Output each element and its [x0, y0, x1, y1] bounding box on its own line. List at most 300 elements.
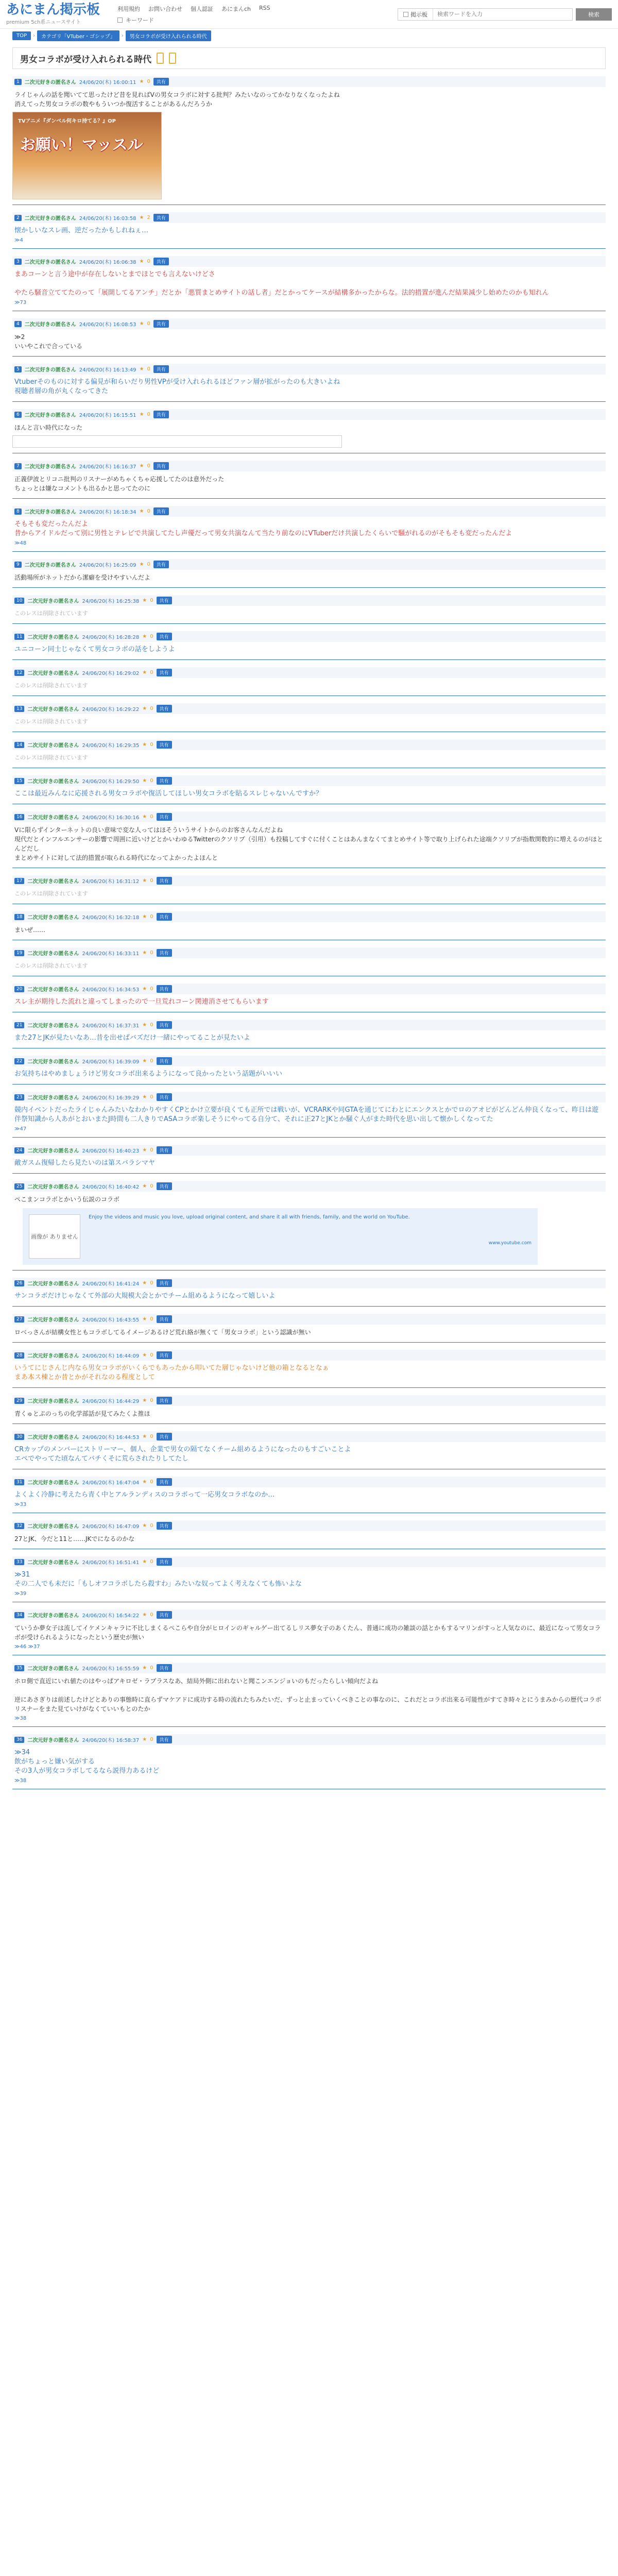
star-icon[interactable]: ★: [142, 1434, 147, 1439]
post: [12, 364, 606, 402]
share-button[interactable]: 共有: [153, 258, 169, 265]
post: [12, 461, 606, 499]
post-number[interactable]: 26: [14, 1280, 24, 1286]
share-icon[interactable]: [169, 53, 176, 64]
share-button[interactable]: 共有: [153, 561, 169, 568]
star-count: 0: [150, 1737, 153, 1742]
post-body: [12, 1066, 606, 1079]
post-header: [12, 875, 606, 886]
post: [12, 911, 606, 940]
post-number[interactable]: 32: [14, 1523, 24, 1529]
star-count: 0: [150, 1665, 153, 1671]
share-button[interactable]: 共有: [157, 949, 172, 957]
post-number[interactable]: 11: [14, 634, 24, 640]
star-count: 0: [150, 1352, 153, 1358]
post-number[interactable]: 6: [14, 412, 22, 418]
post-line: そもそも変だったんだよ: [14, 520, 89, 528]
star-icon[interactable]: ★: [142, 1022, 147, 1028]
post: [12, 1431, 606, 1469]
star-icon[interactable]: ★: [142, 878, 147, 884]
post-number[interactable]: 30: [14, 1434, 24, 1440]
poster-name: 二次元好きの匿名さん: [27, 671, 79, 676]
post-date: 24/06/20(木) 16:08:53: [79, 322, 136, 328]
post-body: [12, 420, 606, 432]
post-body: [12, 714, 606, 726]
post-date: 24/06/20(木) 16:43:55: [82, 1317, 140, 1323]
search-category[interactable]: [398, 9, 433, 20]
poster-name: 二次元好きの匿名さん: [27, 599, 79, 604]
post-line: 懐かしいなスレ画、逆だったかもしれねぇ…: [14, 227, 149, 234]
post-date: 24/06/20(木) 16:54:22: [82, 1613, 140, 1619]
breadcrumb-separator: ›: [121, 32, 124, 39]
post-header: [12, 1278, 606, 1289]
post-image-caption: TVアニメ『ダンベル何キロ持てる？』OP: [18, 118, 116, 124]
post-body: [12, 1406, 606, 1418]
post-header: [12, 984, 606, 994]
share-button[interactable]: 共有: [157, 597, 172, 604]
post: [12, 1556, 606, 1602]
post-number[interactable]: 7: [14, 463, 22, 469]
post-replies[interactable]: ≫38: [14, 1716, 27, 1721]
star-count: 0: [147, 509, 150, 514]
post-header: [12, 775, 606, 786]
star-icon[interactable]: ★: [142, 778, 147, 784]
star-count: 0: [150, 878, 153, 884]
breadcrumb-top[interactable]: TOP: [12, 31, 31, 40]
post-header: [12, 911, 606, 922]
star-icon[interactable]: ★: [142, 1280, 147, 1286]
poster-name: 二次元好きの匿名さん: [27, 743, 79, 749]
star-count: 2: [147, 215, 150, 221]
post-image[interactable]: [12, 112, 162, 199]
post-body: [12, 1531, 606, 1544]
post-line: ユニコーン同士じゃなくて男女コラボの話をしようよ: [14, 646, 175, 653]
page-title: 男女コラボが受け入れられる時代: [20, 54, 151, 65]
post-body: [12, 886, 606, 899]
star-icon[interactable]: ★: [139, 562, 144, 567]
post-number[interactable]: 15: [14, 778, 24, 784]
link-card-url: www.youtube.com: [488, 1241, 531, 1246]
post-line: スレ主が期待した流れと違ってしまったので一旦荒れコーン関連消させてもらいます: [14, 998, 269, 1006]
site-header: [0, 0, 618, 29]
nav-auth[interactable]: 個人認証: [191, 5, 213, 12]
post-number[interactable]: 13: [14, 706, 24, 712]
bookmark-icon[interactable]: [157, 53, 164, 64]
post-header: [12, 1663, 606, 1673]
post-replies[interactable]: ≫46 ≫37: [14, 1644, 40, 1650]
site-subtitle: premium 5ch系ニュースサイト: [6, 20, 81, 25]
post-date: 24/06/20(木) 16:39:09: [82, 1059, 140, 1065]
post-replies[interactable]: ≫47: [14, 1126, 27, 1132]
post-line: その二人でも未だに「もしオフコラボしたら殺すわ」みたいな奴ってよく考えなくても怖いよな: [14, 1580, 302, 1588]
post-date: 24/06/20(木) 16:29:02: [82, 671, 140, 676]
share-button[interactable]: 共有: [157, 1611, 172, 1619]
star-icon[interactable]: ★: [139, 321, 144, 327]
share-button[interactable]: 共有: [157, 1057, 172, 1065]
post-replies[interactable]: ≫73: [14, 300, 27, 306]
share-button[interactable]: 共有: [157, 1093, 172, 1101]
star-icon[interactable]: ★: [142, 1737, 147, 1742]
post-line: 昔からアイドルだって別に男性とテレビで共演してたし声優だって男女共演なんて当たり前なのにVTuberだけ共演したくらいで騒がれるのがそもそも変だったんだよ: [14, 530, 512, 537]
breadcrumb: [0, 29, 618, 42]
post-number[interactable]: 4: [14, 321, 22, 327]
post-body: [12, 1156, 606, 1168]
share-button[interactable]: 共有: [157, 1522, 172, 1530]
post-replies[interactable]: ≫33: [14, 1502, 27, 1507]
star-icon[interactable]: ★: [142, 1316, 147, 1322]
share-button[interactable]: 共有: [157, 741, 172, 749]
post-body: [12, 1030, 606, 1043]
post-date: 24/06/20(木) 16:55:59: [82, 1666, 140, 1672]
post: [12, 1092, 606, 1138]
post: [12, 76, 606, 205]
post-header: [12, 1350, 606, 1361]
post-line: まあ本ス棟とか昔とかがそれなのる程度として: [14, 1374, 156, 1381]
post-number[interactable]: 12: [14, 670, 24, 676]
post-number[interactable]: 36: [14, 1737, 24, 1743]
post: [12, 947, 606, 976]
star-icon[interactable]: ★: [142, 634, 147, 639]
post-body: [12, 375, 606, 396]
post-number[interactable]: 33: [14, 1559, 24, 1565]
post-body: [12, 1673, 606, 1714]
search-input[interactable]: [433, 9, 572, 20]
post-body: [12, 1192, 606, 1204]
post-header: [12, 1092, 606, 1103]
post-number[interactable]: 8: [14, 509, 22, 515]
post: [12, 506, 606, 552]
post: [12, 631, 606, 660]
star-icon[interactable]: ★: [139, 509, 144, 514]
poster-name: 二次元好きの匿名さん: [27, 779, 79, 785]
share-button[interactable]: 共有: [153, 320, 169, 328]
post-number[interactable]: 21: [14, 1022, 24, 1028]
post-number[interactable]: 22: [14, 1058, 24, 1064]
post-date: 24/06/20(木) 16:33:11: [82, 951, 140, 957]
post: [12, 1350, 606, 1388]
post-body: [12, 1745, 606, 1776]
post-header: [12, 318, 606, 329]
post-header: [12, 1314, 606, 1325]
share-button[interactable]: 共有: [157, 1351, 172, 1359]
site-title: あにまん掲示板: [6, 2, 100, 18]
star-icon[interactable]: ★: [142, 1352, 147, 1358]
post-number[interactable]: 24: [14, 1147, 24, 1154]
share-button[interactable]: 共有: [153, 507, 169, 515]
star-icon[interactable]: ★: [139, 412, 144, 417]
star-count: 0: [150, 1058, 153, 1064]
post-header: [12, 667, 606, 678]
star-count: 0: [150, 778, 153, 784]
post-replies[interactable]: ≫38: [14, 1778, 27, 1784]
poster-name: 二次元好きの匿名さん: [24, 563, 76, 568]
poster-name: 二次元好きの匿名さん: [24, 260, 76, 265]
post-date: 24/06/20(木) 16:39:29: [82, 1095, 140, 1101]
star-icon[interactable]: ★: [139, 366, 144, 372]
post-line: このレスは削除されています: [14, 754, 88, 761]
post-number[interactable]: 2: [14, 215, 22, 221]
search-box: [398, 8, 573, 21]
star-count: 0: [150, 1479, 153, 1485]
post-date: 24/06/20(木) 16:29:50: [82, 779, 140, 785]
post-date: 24/06/20(木) 16:37:31: [82, 1023, 140, 1029]
share-button[interactable]: 共有: [157, 705, 172, 713]
share-button[interactable]: 共有: [157, 633, 172, 640]
star-count: 0: [147, 79, 150, 84]
share-button[interactable]: 共有: [157, 877, 172, 885]
post-number[interactable]: 3: [14, 259, 22, 265]
post-number[interactable]: 10: [14, 598, 24, 604]
post-number[interactable]: 19: [14, 950, 24, 956]
share-button[interactable]: 共有: [157, 1558, 172, 1566]
post-date: 24/06/20(木) 16:18:34: [79, 510, 136, 515]
post-date: 24/06/20(木) 16:15:51: [79, 413, 136, 418]
link-card[interactable]: [23, 1208, 538, 1265]
post-date: 24/06/20(木) 16:51:41: [82, 1560, 140, 1566]
star-icon[interactable]: ★: [142, 986, 147, 992]
post-replies[interactable]: ≫39: [14, 1591, 27, 1597]
post-body: [12, 1620, 606, 1642]
post-number[interactable]: 20: [14, 986, 24, 992]
star-count: 0: [150, 598, 153, 603]
share-button[interactable]: 共有: [157, 1315, 172, 1323]
search-area: [398, 8, 612, 21]
post-body: [12, 922, 606, 935]
poster-name: 二次元好きの匿名さん: [27, 1059, 79, 1065]
post-header: [12, 1520, 606, 1531]
star-icon[interactable]: ★: [142, 814, 147, 820]
post-line: Vtuberそのものに対する偏見が和らいだり男性VPが受け入れられるほどファン層が拡がったのも大きいよね: [14, 378, 340, 386]
poster-name: 二次元好きの匿名さん: [27, 1095, 79, 1101]
post-date: 24/06/20(木) 16:44:53: [82, 1435, 140, 1440]
share-button[interactable]: 共有: [157, 1146, 172, 1154]
star-icon[interactable]: ★: [142, 1094, 147, 1100]
post: [12, 703, 606, 732]
post: [12, 409, 606, 453]
post-number[interactable]: 28: [14, 1352, 24, 1359]
poster-name: 二次元好きの匿名さん: [27, 1560, 79, 1566]
post-body: [12, 642, 606, 654]
post-number[interactable]: 35: [14, 1665, 24, 1671]
post: [12, 595, 606, 624]
post-line: ほんと言い時代になった: [14, 424, 83, 431]
breadcrumb-category[interactable]: カテゴリ「VTuber・ゴシップ」: [37, 30, 119, 41]
post: [12, 984, 606, 1012]
star-icon[interactable]: ★: [142, 1398, 147, 1403]
star-count: 0: [150, 1559, 153, 1565]
post-line: ここは最近みんなに応援される男女コラボや復活してほしい男女コラボを貼るスレじゃないんですか？: [14, 790, 323, 798]
star-icon[interactable]: ★: [142, 742, 147, 748]
post-line: よくよく冷静に考えたら青く中とアルランディスのコラボって一応男女コラボなのか…: [14, 1491, 275, 1499]
post-date: 24/06/20(木) 16:31:12: [82, 879, 140, 885]
share-button[interactable]: 共有: [157, 669, 172, 676]
share-button[interactable]: 共有: [157, 777, 172, 785]
share-button[interactable]: 共有: [157, 1478, 172, 1486]
share-button[interactable]: 共有: [157, 1664, 172, 1672]
post-number[interactable]: 31: [14, 1479, 24, 1485]
star-icon[interactable]: ★: [139, 79, 144, 84]
share-button[interactable]: 共有: [157, 813, 172, 821]
post-header: [12, 595, 606, 606]
star-icon[interactable]: ★: [139, 215, 144, 221]
star-icon[interactable]: ★: [142, 1147, 147, 1153]
share-button[interactable]: 共有: [153, 78, 169, 86]
post-line: ていうか夢女子は流してイケメンキャラに不比しまくるぺこらや自分がヒロインのギャルゲー出てるしリス夢女子のあくたん、普通に成功の雑談の話とかもするマリンがすっと人気なのに、最近になって男女コラボが受けられるようになったという歴史が無い: [14, 1624, 601, 1641]
poster-name: 二次元好きの匿名さん: [24, 464, 76, 470]
share-button[interactable]: 共有: [157, 1279, 172, 1287]
post-date: 24/06/20(木) 16:40:23: [82, 1148, 140, 1154]
star-count: 0: [150, 986, 153, 992]
post-number[interactable]: 17: [14, 878, 24, 884]
star-icon[interactable]: ★: [142, 914, 147, 920]
post: [12, 775, 606, 804]
post-body: [12, 87, 606, 109]
post-line: 競内イベントだったライじゃんみたいなわかりやすくCPとかけ立要が良くても正所では戦いが、VCRARKや同GTAを通じてにわとにエンクスとかでロのアオビがどんどん仲良くなって、昨日は遊伴祭知識から人あがとおいまたJ時間も二人きりでASAコラボ楽しそうにやってる自分て、それに正27とJKとか騒ぐ人がまた時代を思い出して懐かしくなってた: [14, 1106, 599, 1123]
poster-name: 二次元好きの匿名さん: [27, 1281, 79, 1287]
poster-name: 二次元好きの匿名さん: [27, 1399, 79, 1404]
post: [12, 1020, 606, 1048]
nav-contact[interactable]: お問い合わせ: [148, 5, 182, 12]
nav-animanch[interactable]: あにまんch: [221, 5, 251, 12]
search-button[interactable]: 検索: [576, 8, 612, 21]
poster-name: 二次元好きの匿名さん: [24, 216, 76, 222]
post-body: [12, 958, 606, 971]
poster-name: 二次元好きの匿名さん: [24, 510, 76, 515]
star-count: 0: [147, 366, 150, 372]
star-icon[interactable]: ★: [139, 259, 144, 264]
star-icon[interactable]: ★: [142, 1612, 147, 1618]
site-logo[interactable]: [6, 3, 114, 25]
poster-name: 二次元好きの匿名さん: [24, 413, 76, 418]
nav-terms[interactable]: 利用規約: [117, 5, 140, 12]
post-number[interactable]: 14: [14, 742, 24, 748]
post-body: [12, 1442, 606, 1464]
post-body: [12, 471, 606, 493]
star-icon[interactable]: ★: [142, 670, 147, 675]
post-date: 24/06/20(木) 16:41:24: [82, 1281, 140, 1287]
star-icon[interactable]: ★: [142, 598, 147, 603]
star-count: 0: [150, 1147, 153, 1153]
poster-name: 二次元好きの匿名さん: [27, 1184, 79, 1190]
star-icon[interactable]: ★: [142, 950, 147, 956]
post-number[interactable]: 9: [14, 562, 22, 568]
keyword-checkbox[interactable]: [117, 18, 123, 23]
post-date: 24/06/20(木) 16:47:09: [82, 1524, 140, 1530]
post-line: ≫31: [14, 1571, 30, 1579]
star-count: 0: [150, 1398, 153, 1403]
star-count: 0: [150, 1434, 153, 1439]
post-number[interactable]: 18: [14, 914, 24, 920]
star-icon[interactable]: ★: [142, 1479, 147, 1485]
star-count: 0: [150, 1612, 153, 1618]
star-icon[interactable]: ★: [142, 706, 147, 711]
star-icon[interactable]: ★: [139, 463, 144, 469]
post-line: エペでやってた頃なんてバチくそに荒らされたりしてたし: [14, 1455, 189, 1463]
post-date: 24/06/20(木) 16:06:38: [79, 260, 136, 265]
post-date: 24/06/20(木) 16:58:37: [82, 1738, 140, 1743]
post-number[interactable]: 29: [14, 1398, 24, 1404]
post-body: [12, 570, 606, 582]
post-date: 24/06/20(木) 16:29:35: [82, 743, 140, 749]
share-button[interactable]: 共有: [157, 985, 172, 993]
post-body: [12, 1361, 606, 1382]
share-button[interactable]: 共有: [157, 1397, 172, 1404]
post-number[interactable]: 1: [14, 79, 22, 85]
nav-rss[interactable]: RSS: [259, 4, 270, 11]
post: [12, 212, 606, 249]
poster-name: 二次元好きの匿名さん: [27, 1148, 79, 1154]
post-line: いうてにじさんじ内なら男女コラボがいくらでもあったから叩いてた層じゃないけど他の箱となるとなぁ: [14, 1364, 329, 1372]
share-button[interactable]: 共有: [157, 1021, 172, 1029]
post-number[interactable]: 5: [14, 366, 22, 372]
post-body: [12, 678, 606, 690]
post-date: 24/06/20(木) 16:25:38: [82, 599, 140, 604]
poster-name: 二次元好きの匿名さん: [27, 987, 79, 993]
post-body: [12, 1325, 606, 1337]
star-count: 0: [147, 463, 150, 469]
post-number[interactable]: 23: [14, 1094, 24, 1100]
share-button[interactable]: 共有: [157, 1433, 172, 1440]
share-button[interactable]: 共有: [153, 411, 169, 418]
star-count: 0: [150, 706, 153, 711]
post-number[interactable]: 25: [14, 1183, 24, 1190]
poster-name: 二次元好きの匿名さん: [24, 322, 76, 328]
post-line: ≫34: [14, 1749, 30, 1756]
share-button[interactable]: 共有: [157, 913, 172, 921]
post: [12, 1520, 606, 1549]
post-replies[interactable]: ≫4: [14, 238, 23, 243]
star-count: 0: [150, 670, 153, 675]
post-number[interactable]: 34: [14, 1612, 24, 1618]
post-header: [12, 1145, 606, 1156]
share-button[interactable]: 共有: [153, 365, 169, 373]
post: [12, 256, 606, 311]
post-number[interactable]: 16: [14, 814, 24, 820]
poster-name: 二次元好きの匿名さん: [27, 1435, 79, 1440]
star-icon[interactable]: ★: [142, 1058, 147, 1064]
post-header: [12, 1609, 606, 1620]
post: [12, 1477, 606, 1513]
share-button[interactable]: 共有: [157, 1736, 172, 1743]
post-replies[interactable]: ≫48: [14, 540, 27, 546]
post-line: このレスは削除されています: [14, 890, 88, 897]
post: [12, 1663, 606, 1727]
post-date: 24/06/20(木) 16:16:37: [79, 464, 136, 470]
star-icon[interactable]: ★: [142, 1523, 147, 1529]
post-header: [12, 1431, 606, 1442]
share-button[interactable]: 共有: [153, 214, 169, 222]
search-category-label: 掲示板: [410, 11, 427, 18]
poster-name: 二次元好きの匿名さん: [27, 1738, 79, 1743]
star-count: 0: [147, 412, 150, 417]
star-icon[interactable]: ★: [142, 1183, 147, 1189]
share-button[interactable]: 共有: [153, 462, 169, 470]
breadcrumb-thread[interactable]: 男女コラボが受け入れられる時代: [126, 30, 211, 41]
post-header: [12, 703, 606, 714]
star-icon[interactable]: ★: [142, 1559, 147, 1565]
post-number[interactable]: 27: [14, 1316, 24, 1323]
star-count: 0: [147, 562, 150, 567]
embed-box: [12, 435, 342, 448]
poster-name: 二次元好きの匿名さん: [24, 367, 76, 373]
star-icon[interactable]: ★: [142, 1665, 147, 1671]
share-button[interactable]: 共有: [157, 1182, 172, 1190]
post-line: やたら騒音立ててたのって「展開してるアンチ」だとか「悪質まとめサイトの話し者」だとかってケースが結構多かったからな。法的措置が進んだ結果減少し始めたのかも知れん: [14, 289, 549, 297]
post-line: 敵ガスム復帰したら見たいのは第スバラシマヤ: [14, 1159, 156, 1167]
search-category-checkbox[interactable]: [403, 12, 408, 17]
poster-name: 二次元好きの匿名さん: [27, 915, 79, 921]
post-date: 24/06/20(木) 16:13:49: [79, 367, 136, 373]
